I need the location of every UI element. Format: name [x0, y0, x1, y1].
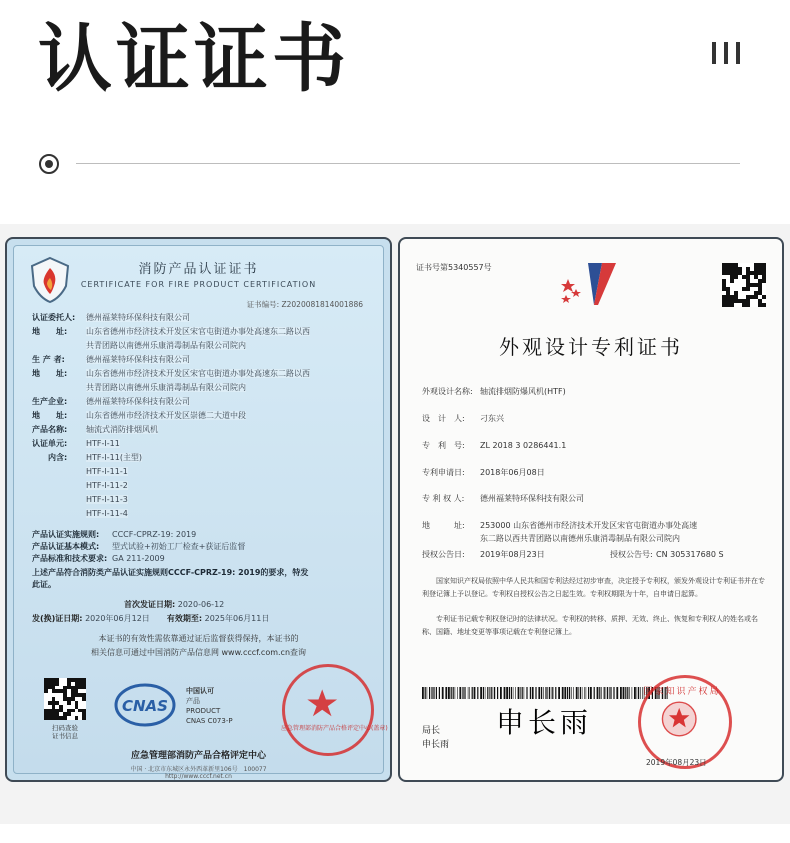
- rule-row: 产品认证实施规则: CCCF-CPRZ-19: 2019: [32, 530, 197, 539]
- patent-field-row: 地 址: 253000 山东省德州市经济技术开发区宋官屯街道办事处高速: [422, 521, 698, 530]
- certificate-field-row: HTF-I-11-4: [86, 509, 128, 518]
- certificate-field-row: 产品名称: 轴流式消防排烟风机: [32, 425, 158, 434]
- issuer-address: 中国 · 北京市东城区永外西革新里106号 100077: [130, 766, 267, 773]
- statement-line-2: 此证。: [32, 580, 56, 589]
- standard-row: 产品标准和技术要求: GA 211-2009: [32, 554, 165, 563]
- director-title: 局长: [422, 726, 441, 736]
- certificate-field-row: HTF-I-11-2: [86, 481, 128, 490]
- patent-field-row: 专 利 号: ZL 2018 3 0286441.1: [422, 441, 567, 450]
- certificate-number: 证书编号: Z2020081814001886: [246, 300, 363, 309]
- patent-office-red-stamp: 国家知识产权局: [638, 675, 732, 769]
- menu-icon[interactable]: [712, 42, 740, 64]
- certificate-field-row: 生 产 者: 德州福莱特环保科技有限公司: [32, 355, 190, 364]
- certificate-field-row: 地 址: 山东省德州市经济技术开发区崇德二大道中段: [32, 411, 246, 420]
- header-divider: [76, 163, 740, 164]
- certificate-field-row: 地 址: 山东省德州市经济技术开发区宋官屯街道办事处高速东二路以西: [32, 327, 310, 336]
- patent-field-row: 外观设计名称: 轴流排烟防爆风机(HTF): [422, 387, 566, 396]
- director-signature: 申长雨: [496, 706, 593, 739]
- verification-qr-code[interactable]: [44, 678, 86, 720]
- certificate-field-row: HTF-I-11-1: [86, 467, 128, 476]
- certificate-field-row: 内含: HTF-I-11(主型): [32, 453, 143, 462]
- fire-product-certificate[interactable]: [5, 237, 392, 782]
- certificate-field-row: 生产企业: 德州福莱特环保科技有限公司: [32, 397, 190, 406]
- design-patent-certificate[interactable]: [398, 237, 784, 782]
- validity-note-2: 相关信息可通过中国消防产品信息网 www.cccf.com.cn查询: [90, 648, 307, 657]
- mode-row: 产品认证基本模式: 型式试验+初始工厂检查+获证后监督: [32, 542, 246, 551]
- certificate-field-row: 认证委托人: 德州福莱特环保科技有限公司: [32, 313, 190, 322]
- certificate-subtitle: CERTIFICATE FOR FIRE PRODUCT CERTIFICATION: [80, 280, 317, 289]
- patent-qr-code[interactable]: [722, 263, 766, 307]
- barcode-icon: [422, 687, 670, 699]
- certificate-title: 消防产品认证证书: [138, 262, 259, 277]
- patent-stamp-date: 2019年08月23日: [646, 758, 707, 767]
- page-title: 认证证书: [38, 16, 350, 102]
- issuer-name: 应急管理部消防产品合格评定中心: [130, 751, 266, 761]
- target-icon: [39, 154, 59, 174]
- first-issue-row: 首次发证日期: 2020-06-12: [124, 600, 225, 609]
- statement-line-1: 上述产品符合消防类产品认证实施规则CCCF-CPRZ-19: 2019的要求，特发: [32, 568, 309, 577]
- issuer-url[interactable]: http://www.cccf.net.cn: [165, 773, 232, 780]
- patent-certificate-number: 证书号第5340557号: [416, 263, 492, 272]
- patent-paragraph-2: 专利证书记载专利权登记时的法律状况。专利权的转移、质押、无效、终止、恢复和专利权人的姓名或名称、国籍、地址变更等事项记载在专利登记簿上。: [422, 615, 758, 636]
- patent-field-row: 授权公告号: CN 305317680 S: [610, 550, 724, 559]
- patent-field-row: 专 利 权 人: 德州福莱特环保科技有限公司: [422, 494, 584, 503]
- certificate-field-row: HTF-I-11-3: [86, 495, 128, 504]
- qr-caption: 扫码查验 证书信息: [52, 724, 78, 740]
- official-red-stamp: 应急管理部消防产品合格评定中心(盖章): [282, 664, 374, 756]
- patent-field-row: 设 计 人: 刁东兴: [422, 414, 504, 423]
- cnas-accreditation-text: 中国认可 产品 PRODUCT CNAS C073-P: [186, 687, 233, 725]
- patent-paragraph-1: 国家知识产权局依照中华人民共和国专利法经过初步审查，决定授予专利权，颁发外观设计专利证书并在专利登记簿上予以登记。专利权自授权公告之日起生效。专利权期限为十年，自申请日起算。: [422, 577, 765, 598]
- validity-note-1: 本证书的有效性需依靠通过证后监督获得保持，本证书的: [98, 634, 299, 643]
- patent-field-row: 授权公告日: 2019年08月23日: [422, 550, 545, 559]
- cnas-logo-icon: [114, 683, 176, 727]
- certificate-field-row: 共青团路以南德州乐康消毒制品有限公司院内: [86, 341, 246, 350]
- certificate-field-row: 地 址: 山东省德州市经济技术开发区宋官屯街道办事处高速东二路以西: [32, 369, 310, 378]
- issue-row: 发(换)证日期: 2020年06月12日 有效期至: 2025年06月11日: [32, 614, 270, 623]
- certificate-frame: [13, 245, 388, 780]
- patent-office-emblem-icon: [558, 259, 630, 309]
- patent-field-row: 东二路以西共青团路以南德州乐康消毒制品有限公司院内: [480, 534, 680, 543]
- certificate-field-row: 共青团路以南德州乐康消毒制品有限公司院内: [86, 383, 246, 392]
- certificate-field-row: 认证单元: HTF-I-11: [32, 439, 120, 448]
- patent-certificate-title: 外观设计专利证书: [499, 335, 683, 359]
- svg-text:CNAS: CNAS: [122, 697, 168, 715]
- patent-field-row: 专利申请日: 2018年06月08日: [422, 468, 545, 477]
- director-name: 申长雨: [422, 740, 450, 750]
